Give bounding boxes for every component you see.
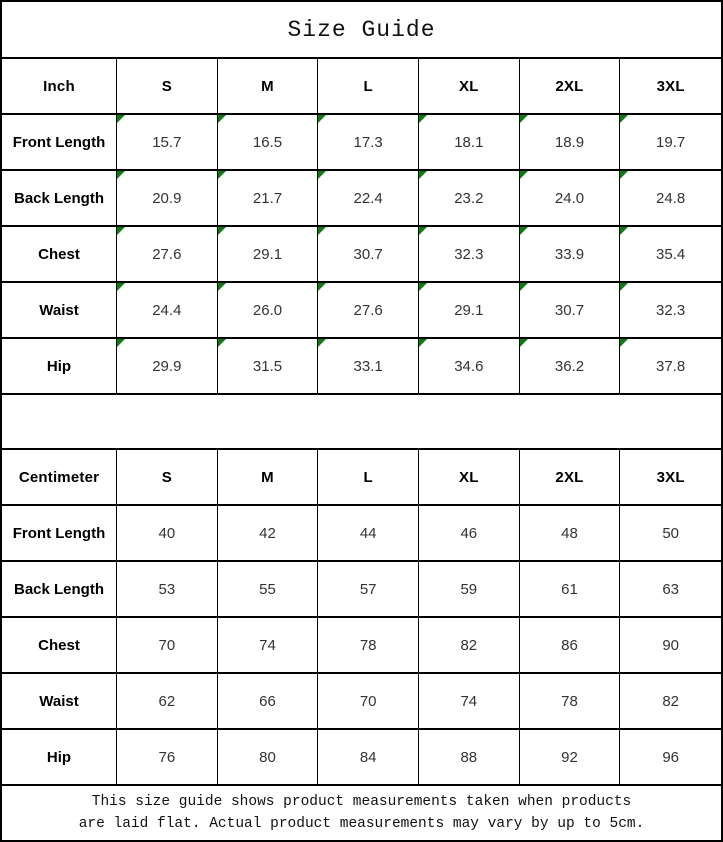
- size-value: 35.4: [656, 245, 686, 263]
- size-value: 74: [460, 692, 478, 710]
- cell-flag-icon: [419, 115, 427, 123]
- size-value: 46: [460, 524, 478, 542]
- size-value: 29.9: [152, 357, 182, 375]
- size-value: 57: [359, 580, 377, 598]
- cell-flag-icon: [218, 115, 226, 123]
- size-value: 18.1: [454, 133, 484, 151]
- size-value: 15.7: [152, 133, 182, 151]
- disclaimer-line-1: This size guide shows product measurements taken when products: [91, 793, 632, 810]
- size-value: 27.6: [353, 301, 383, 319]
- size-cell: [520, 283, 621, 337]
- size-value: 19.7: [656, 133, 686, 151]
- row-label: Waist: [2, 283, 117, 337]
- table-row: [2, 115, 721, 171]
- column-header: 3XL: [656, 468, 685, 486]
- size-value: 80: [259, 748, 276, 766]
- size-cell: [318, 730, 419, 784]
- size-value: 62: [158, 692, 176, 710]
- size-cell: [117, 562, 218, 616]
- cell-flag-icon: [218, 283, 226, 291]
- size-cell: [620, 730, 721, 784]
- size-value: 63: [662, 580, 679, 598]
- size-cell: [318, 171, 419, 225]
- size-value: 48: [561, 524, 578, 542]
- size-cell: [218, 339, 319, 393]
- size-cell: [318, 283, 419, 337]
- row-label: Front Length: [2, 115, 117, 169]
- size-cell: [117, 115, 218, 169]
- cell-flag-icon: [218, 227, 226, 235]
- size-value: 78: [561, 692, 578, 710]
- size-cell: [218, 227, 319, 281]
- size-value: 31.5: [252, 357, 283, 375]
- size-cell: [318, 618, 419, 672]
- size-cell: [620, 171, 721, 225]
- table-row: [2, 283, 721, 339]
- size-value: 34.6: [454, 357, 484, 375]
- cell-flag-icon: [620, 227, 628, 235]
- inch-header-row: [2, 59, 721, 115]
- size-cell: [520, 730, 621, 784]
- size-cell: [218, 562, 319, 616]
- table-row: [2, 674, 721, 730]
- size-value: 76: [158, 748, 176, 766]
- size-cell: [520, 227, 621, 281]
- unit-header-inch: Inch: [2, 59, 117, 113]
- size-value: 18.9: [554, 133, 585, 151]
- cell-flag-icon: [117, 283, 125, 291]
- size-cell: [620, 618, 721, 672]
- size-cell: [117, 171, 218, 225]
- size-cell: [419, 283, 520, 337]
- size-cell: [117, 674, 218, 728]
- cell-flag-icon: [117, 115, 125, 123]
- size-value: 90: [662, 636, 679, 654]
- size-cell: [218, 115, 319, 169]
- cell-flag-icon: [520, 339, 528, 347]
- row-label: Back Length: [2, 171, 117, 225]
- cell-flag-icon: [419, 227, 427, 235]
- size-cell: [117, 283, 218, 337]
- size-value: 30.7: [554, 301, 585, 319]
- cell-flag-icon: [318, 283, 326, 291]
- size-value: 22.4: [353, 189, 383, 207]
- column-header: 2XL: [520, 59, 621, 113]
- size-value: 96: [662, 748, 679, 766]
- size-value: 20.9: [152, 189, 182, 207]
- size-cell: [520, 562, 621, 616]
- size-value: 24.8: [656, 189, 686, 207]
- size-value: 55: [259, 580, 276, 598]
- size-value: 30.7: [353, 245, 383, 263]
- size-value: 37.8: [656, 357, 686, 375]
- size-cell: [318, 506, 419, 560]
- size-value: 88: [460, 748, 478, 766]
- cell-flag-icon: [419, 171, 427, 179]
- size-value: 16.5: [252, 133, 283, 151]
- size-cell: [620, 227, 721, 281]
- size-value: 53: [158, 580, 176, 598]
- size-cell: [419, 115, 520, 169]
- size-value: 78: [359, 636, 377, 654]
- cell-flag-icon: [318, 171, 326, 179]
- size-value: 59: [460, 580, 478, 598]
- row-label: Chest: [2, 618, 117, 672]
- size-value: 42: [259, 524, 276, 542]
- row-label: Hip: [2, 730, 117, 784]
- size-value: 92: [561, 748, 578, 766]
- cell-flag-icon: [620, 283, 628, 291]
- size-cell: [419, 730, 520, 784]
- size-value: 70: [359, 692, 377, 710]
- size-value: 82: [460, 636, 478, 654]
- centimeter-header-row: [2, 450, 721, 506]
- size-cell: [419, 562, 520, 616]
- size-cell: [318, 227, 419, 281]
- size-cell: [419, 227, 520, 281]
- disclaimer-line-2: are laid flat. Actual product measurements may vary by up to 5cm.: [78, 816, 645, 832]
- table-row: [2, 506, 721, 562]
- size-cell: [117, 227, 218, 281]
- cell-flag-icon: [520, 283, 528, 291]
- cell-flag-icon: [520, 115, 528, 123]
- column-header: S: [117, 450, 218, 504]
- size-cell: [218, 618, 319, 672]
- size-cell: [520, 674, 621, 728]
- size-value: 17.3: [353, 133, 383, 151]
- unit-header-centimeter: Centimeter: [2, 450, 117, 504]
- size-value: 66: [259, 692, 276, 710]
- size-cell: [318, 674, 419, 728]
- column-header: XL: [419, 450, 520, 504]
- column-header: 2XL: [520, 450, 621, 504]
- size-cell: [117, 730, 218, 784]
- cell-flag-icon: [419, 339, 427, 347]
- cell-flag-icon: [117, 171, 125, 179]
- column-header: S: [117, 59, 218, 113]
- size-cell: [520, 506, 621, 560]
- size-cell: [318, 339, 419, 393]
- table-row: [2, 618, 721, 674]
- size-value: 26.0: [252, 301, 283, 319]
- cell-flag-icon: [318, 115, 326, 123]
- size-cell: [620, 115, 721, 169]
- size-cell: [218, 171, 319, 225]
- size-cell: [620, 283, 721, 337]
- row-label: Chest: [2, 227, 117, 281]
- row-label: Back Length: [2, 562, 117, 616]
- size-cell: [218, 730, 319, 784]
- size-cell: [117, 618, 218, 672]
- size-cell: [218, 506, 319, 560]
- size-cell: [419, 674, 520, 728]
- size-cell: [620, 506, 721, 560]
- row-label: Hip: [2, 339, 117, 393]
- size-cell: [117, 506, 218, 560]
- table-separator: [2, 395, 721, 450]
- column-header: 3XL: [656, 77, 685, 95]
- cell-flag-icon: [520, 171, 528, 179]
- size-value: 36.2: [554, 357, 585, 375]
- cell-flag-icon: [620, 339, 628, 347]
- cell-flag-icon: [520, 227, 528, 235]
- size-cell: [318, 115, 419, 169]
- size-cell: [620, 339, 721, 393]
- size-value: 24.4: [152, 301, 182, 319]
- size-value: 44: [359, 524, 377, 542]
- cell-flag-icon: [318, 227, 326, 235]
- table-row: [2, 339, 721, 395]
- size-cell: [620, 674, 721, 728]
- size-value: 29.1: [252, 245, 283, 263]
- column-header: XL: [419, 59, 520, 113]
- size-cell: [520, 339, 621, 393]
- size-cell: [419, 339, 520, 393]
- size-value: 84: [359, 748, 377, 766]
- size-cell: [419, 618, 520, 672]
- table-row: [2, 730, 721, 786]
- size-cell: [620, 562, 721, 616]
- cell-flag-icon: [419, 283, 427, 291]
- size-cell: [218, 283, 319, 337]
- row-label: Waist: [2, 674, 117, 728]
- column-header: L: [318, 450, 419, 504]
- size-value: 74: [259, 636, 276, 654]
- size-value: 86: [561, 636, 578, 654]
- size-value: 29.1: [454, 301, 484, 319]
- size-cell: [520, 618, 621, 672]
- size-value: 23.2: [454, 189, 484, 207]
- size-cell: [318, 562, 419, 616]
- size-value: 27.6: [152, 245, 182, 263]
- cell-flag-icon: [620, 171, 628, 179]
- size-value: 24.0: [554, 189, 585, 207]
- size-value: 50: [662, 524, 679, 542]
- size-value: 32.3: [454, 245, 484, 263]
- cell-flag-icon: [620, 115, 628, 123]
- cell-flag-icon: [318, 339, 326, 347]
- size-guide-disclaimer: [2, 786, 721, 840]
- column-header: M: [218, 59, 319, 113]
- column-header: M: [218, 450, 319, 504]
- table-row: [2, 227, 721, 283]
- column-header: L: [318, 59, 419, 113]
- size-value: 33.1: [353, 357, 383, 375]
- size-value: 21.7: [252, 189, 283, 207]
- cell-flag-icon: [218, 339, 226, 347]
- size-cell: [520, 115, 621, 169]
- cell-flag-icon: [117, 227, 125, 235]
- size-value: 70: [158, 636, 176, 654]
- size-value: 32.3: [656, 301, 686, 319]
- table-row: [2, 562, 721, 618]
- size-value: 33.9: [554, 245, 585, 263]
- size-cell: [419, 171, 520, 225]
- size-cell: [218, 674, 319, 728]
- page-title: Size Guide: [2, 2, 721, 59]
- size-cell: [520, 171, 621, 225]
- row-label: Front Length: [2, 506, 117, 560]
- size-value: 61: [561, 580, 578, 598]
- cell-flag-icon: [218, 171, 226, 179]
- size-cell: [419, 506, 520, 560]
- size-value: 82: [662, 692, 679, 710]
- size-value: 40: [158, 524, 176, 542]
- table-row: [2, 171, 721, 227]
- size-cell: [117, 339, 218, 393]
- cell-flag-icon: [117, 339, 125, 347]
